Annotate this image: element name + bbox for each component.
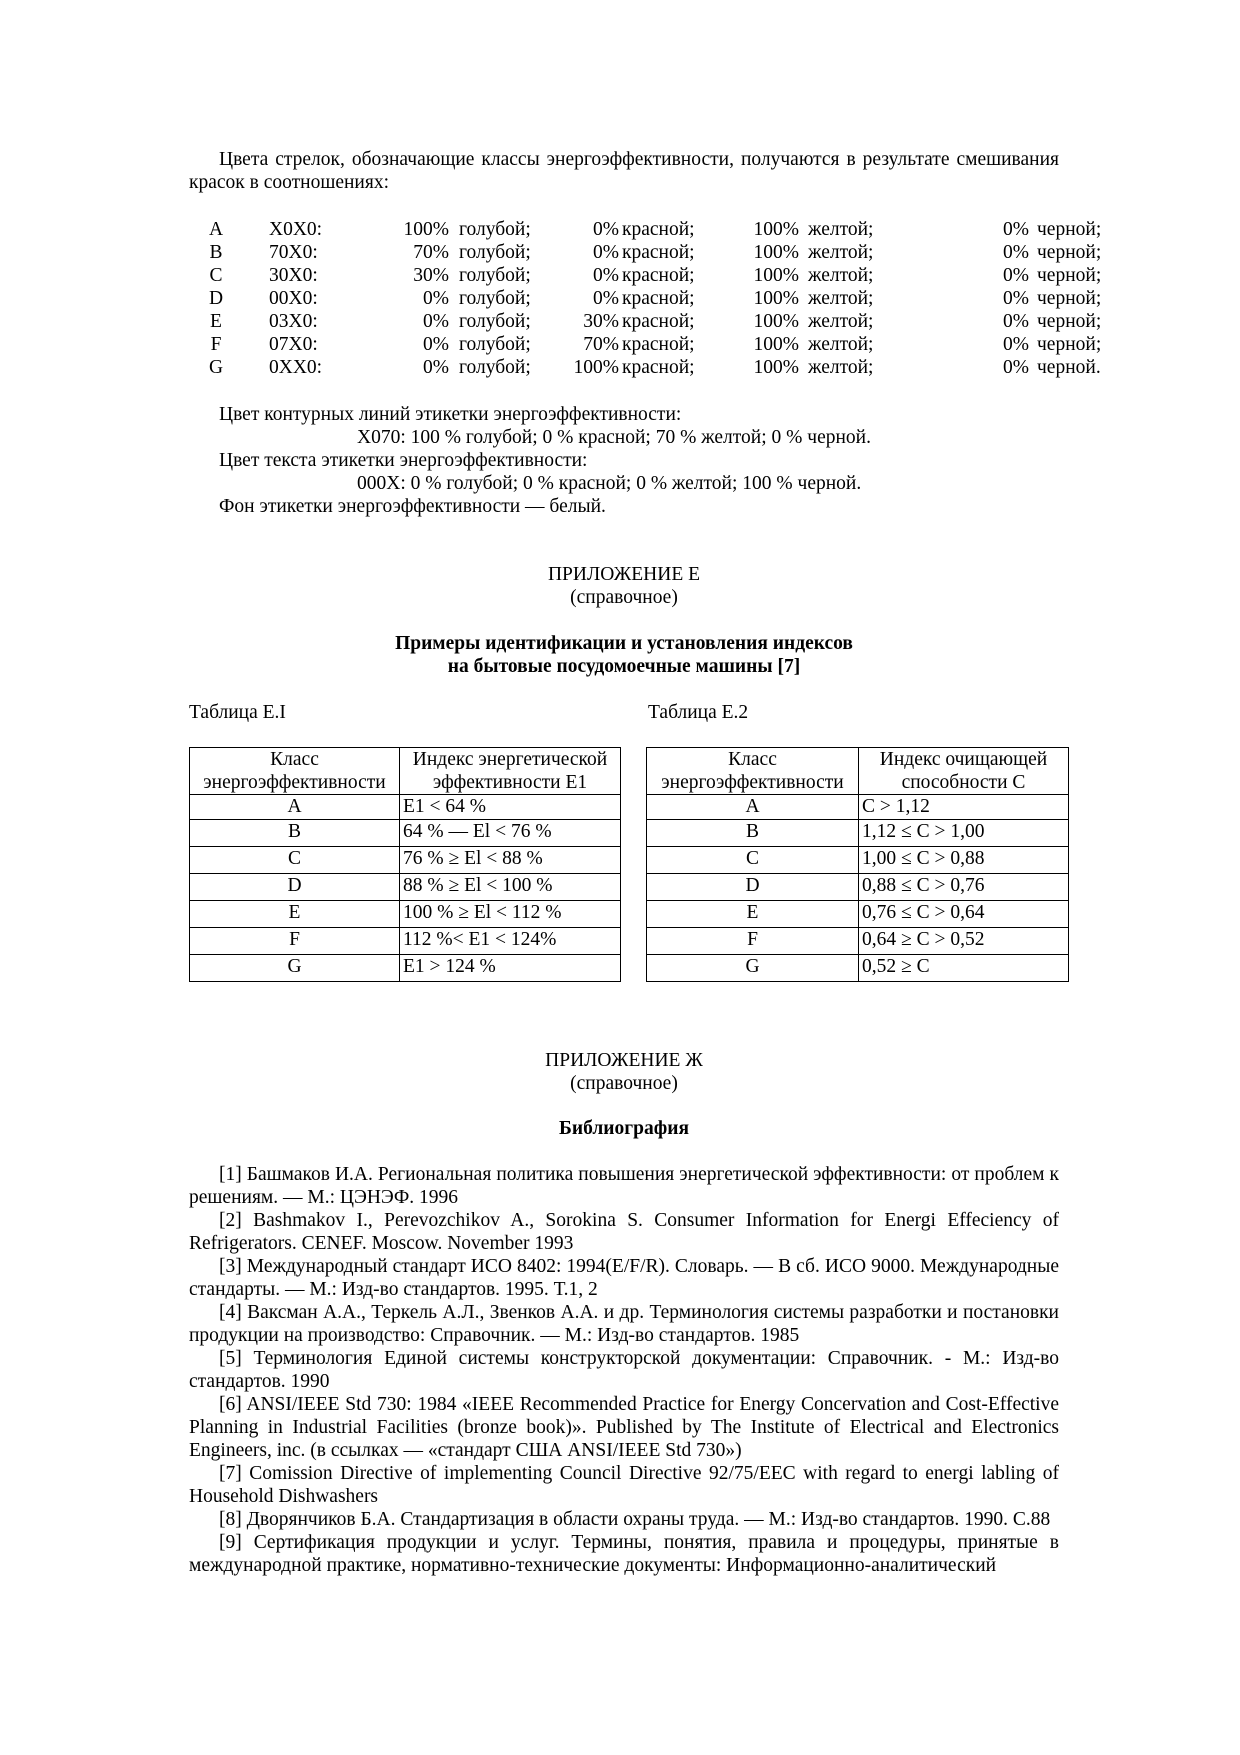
bibliography-list bbox=[189, 1163, 1059, 1577]
class-cell: A bbox=[647, 795, 859, 820]
cyan-label: голубой; bbox=[459, 357, 531, 378]
bibliography-heading: Библиография bbox=[558, 1118, 690, 1139]
bibliography-entry: [8] Дворянчиков Б.А. Стандартизация в области охраны труда. — М.: Изд-во стандартов. 1990. С.88 bbox=[219, 1509, 1051, 1530]
annex-e bbox=[189, 563, 1059, 1004]
bibliography-entry: [2] Bashmakov I., Perevozchikov A., Sorokina S. Consumer Information for Energi Effeciency of Refrigerators. CENEF. Moscow. November 1993 bbox=[189, 1210, 1059, 1254]
text-color-label: Цвет текста этикетки энергоэффективности: bbox=[219, 450, 588, 471]
ratio-row bbox=[189, 218, 1102, 241]
class-cell: B bbox=[647, 820, 859, 847]
yellow-label: желтой; bbox=[808, 288, 874, 309]
cyan-percent: 100% bbox=[403, 219, 449, 240]
index-cell: Е1 > 124 % bbox=[400, 955, 621, 982]
black-label: черной; bbox=[1037, 219, 1102, 240]
table-row bbox=[190, 928, 621, 955]
color-code: 07X0: bbox=[269, 334, 318, 355]
class-cell: E bbox=[647, 901, 859, 928]
class-cell: F bbox=[190, 928, 400, 955]
black-percent: 0% bbox=[1003, 288, 1029, 309]
class-letter: C bbox=[209, 265, 223, 286]
yellow-label: желтой; bbox=[808, 334, 874, 355]
cyan-percent: 30% bbox=[413, 265, 449, 286]
class-letter: E bbox=[210, 311, 222, 332]
index-cell: 100 % ≥ El < 112 % bbox=[400, 901, 621, 928]
magenta-percent: 0% bbox=[593, 219, 619, 240]
index-cell: 64 % — El < 76 % bbox=[400, 820, 621, 847]
table1-caption: Таблица Е.I bbox=[189, 702, 286, 723]
table-row bbox=[190, 901, 621, 928]
black-label: черной. bbox=[1037, 357, 1101, 378]
index-cell: Е1 < 64 % bbox=[400, 795, 621, 820]
index-cell: 0,76 ≤ С > 0,64 bbox=[859, 901, 1069, 928]
cyan-percent: 70% bbox=[413, 242, 449, 263]
bibliography-entry: [6] ANSI/IEEE Std 730: 1984 «IEEE Recommended Practice for Energy Concervation and Cost-Effective Planning in Industrial Facilities (bronze book)». Published by The Institute of Electrical and Electronics Engineers, inc. (в ссылках — «стандарт США ANSI/IEEE Std 730») bbox=[189, 1394, 1059, 1461]
cyan-label: голубой; bbox=[459, 265, 531, 286]
table-row bbox=[190, 874, 621, 901]
table-row bbox=[647, 874, 1069, 901]
index-cell: 76 % ≥ El < 88 % bbox=[400, 847, 621, 874]
index-cell: С > 1,12 bbox=[859, 795, 1069, 820]
class-cell: C bbox=[647, 847, 859, 874]
magenta-percent: 0% bbox=[593, 242, 619, 263]
table-row bbox=[647, 795, 1069, 820]
table-row bbox=[190, 847, 621, 874]
yellow-label: желтой; bbox=[808, 357, 874, 378]
magenta-percent: 100% bbox=[573, 357, 619, 378]
table-row bbox=[190, 955, 621, 982]
yellow-label: желтой; bbox=[808, 242, 874, 263]
contour-color-label: Цвет контурных линий этикетки энергоэффективности: bbox=[219, 404, 682, 425]
label-colors-block bbox=[189, 403, 1059, 518]
tables-area bbox=[189, 701, 1059, 1004]
magenta-percent: 0% bbox=[593, 265, 619, 286]
annex-zh-subtitle: (справочное) bbox=[570, 1073, 678, 1094]
cyan-percent: 0% bbox=[423, 357, 449, 378]
yellow-percent: 100% bbox=[753, 357, 799, 378]
black-percent: 0% bbox=[1003, 311, 1029, 332]
cyan-percent: 0% bbox=[423, 311, 449, 332]
black-label: черной; bbox=[1037, 334, 1102, 355]
class-cell: C bbox=[190, 847, 400, 874]
yellow-percent: 100% bbox=[753, 311, 799, 332]
cyan-label: голубой; bbox=[459, 334, 531, 355]
magenta-label: красной; bbox=[622, 219, 695, 240]
bibliography-entry: [4] Ваксман А.А., Теркель А.Л., Звенков А.А. и др. Терминология системы разработки и постановки продукции на производство: Справочник. — М.: Изд-во стандартов. 1985 bbox=[189, 1302, 1059, 1346]
yellow-percent: 100% bbox=[753, 334, 799, 355]
class-letter: G bbox=[208, 357, 224, 378]
cyan-percent: 0% bbox=[423, 288, 449, 309]
class-cell: G bbox=[647, 955, 859, 982]
index-cell: 1,00 ≤ С > 0,88 bbox=[859, 847, 1069, 874]
class-cell: D bbox=[190, 874, 400, 901]
annex-zh-title: ПРИЛОЖЕНИЕ Ж bbox=[545, 1050, 703, 1071]
annex-zh bbox=[189, 1049, 1059, 1140]
black-percent: 0% bbox=[1003, 357, 1029, 378]
annex-e-heading-line2: на бытовые посудомоечные машины [7] bbox=[447, 656, 801, 677]
contour-color-value: X070: 100 % голубой; 0 % красной; 70 % желтой; 0 % черной. bbox=[357, 427, 871, 448]
bibliography-entry: [5] Терминология Единой системы конструкторской документации: Справочник. - М.: Изд-во стандартов. 1990 bbox=[189, 1348, 1059, 1392]
table-row bbox=[647, 820, 1069, 847]
black-percent: 0% bbox=[1003, 334, 1029, 355]
class-cell: B bbox=[190, 820, 400, 847]
magenta-percent: 30% bbox=[583, 311, 619, 332]
table2-header-index: Индекс очищающей способности С bbox=[859, 748, 1069, 795]
bibliography-entry: [7] Comission Directive of implementing Council Directive 92/75/EEC with regard to energi labling of Household Dishwashers bbox=[189, 1463, 1059, 1507]
color-code: 0XX0: bbox=[269, 357, 323, 378]
bibliography-entry: [3] Международный стандарт ИСО 8402: 1994(E/F/R). Словарь. — В сб. ИСО 9000. Международные стандарты. — М.: Изд-во стандартов. 1995. Т.1, 2 bbox=[189, 1256, 1059, 1300]
cyan-label: голубой; bbox=[459, 311, 531, 332]
color-code: X0X0: bbox=[269, 219, 323, 240]
black-percent: 0% bbox=[1003, 265, 1029, 286]
text-color-value: 000X: 0 % голубой; 0 % красной; 0 % желтой; 100 % черной. bbox=[357, 473, 862, 494]
magenta-label: красной; bbox=[622, 265, 695, 286]
magenta-label: красной; bbox=[622, 288, 695, 309]
table1-header-class: Класс энергоэффективности bbox=[190, 748, 400, 795]
color-code: 03X0: bbox=[269, 311, 318, 332]
energy-efficiency-table bbox=[189, 747, 621, 982]
document-page bbox=[189, 148, 1102, 1577]
annex-e-title: ПРИЛОЖЕНИЕ Е bbox=[547, 564, 701, 585]
ratio-row bbox=[189, 310, 1102, 333]
table-row bbox=[647, 928, 1069, 955]
ratio-row bbox=[189, 356, 1101, 379]
table-row bbox=[190, 795, 621, 820]
class-letter: B bbox=[209, 242, 223, 263]
bibliography-entry: [1] Башмаков И.А. Региональная политика повышения энергетической эффективности: от проблем к решениям. — М.: ЦЭНЭФ. 1996 bbox=[189, 1164, 1059, 1208]
black-label: черной; bbox=[1037, 242, 1102, 263]
table-row bbox=[647, 955, 1069, 982]
yellow-percent: 100% bbox=[753, 288, 799, 309]
magenta-label: красной; bbox=[622, 242, 695, 263]
black-label: черной; bbox=[1037, 288, 1102, 309]
color-code: 00X0: bbox=[269, 288, 318, 309]
yellow-label: желтой; bbox=[808, 265, 874, 286]
ratio-row bbox=[189, 241, 1102, 264]
yellow-label: желтой; bbox=[808, 311, 874, 332]
black-label: черной; bbox=[1037, 265, 1102, 286]
table-row bbox=[647, 847, 1069, 874]
table2-caption: Таблица Е.2 bbox=[648, 702, 749, 723]
class-cell: F bbox=[647, 928, 859, 955]
index-cell: 0,52 ≥ С bbox=[859, 955, 1069, 982]
annex-e-subtitle: (справочное) bbox=[570, 587, 678, 608]
cyan-label: голубой; bbox=[459, 242, 531, 263]
bibliography-entry: [9] Сертификация продукции и услуг. Термины, понятия, правила и процедуры, принятые в международной практике, нормативно-технические документы: Информационно-аналитический bbox=[189, 1532, 1059, 1576]
cyan-label: голубой; bbox=[459, 219, 531, 240]
annex-e-heading-line1: Примеры идентификации и установления индексов bbox=[395, 633, 853, 654]
cyan-percent: 0% bbox=[423, 334, 449, 355]
table-row bbox=[647, 901, 1069, 928]
index-cell: 0,64 ≥ С > 0,52 bbox=[859, 928, 1069, 955]
class-cell: D bbox=[647, 874, 859, 901]
magenta-label: красной; bbox=[622, 357, 695, 378]
ratio-row bbox=[189, 333, 1102, 356]
ratio-row bbox=[189, 287, 1102, 310]
index-cell: 112 %< Е1 < 124% bbox=[400, 928, 621, 955]
background-color-note: Фон этикетки энергоэффективности — белый. bbox=[219, 496, 606, 517]
black-label: черной; bbox=[1037, 311, 1102, 332]
magenta-label: красной; bbox=[622, 311, 695, 332]
yellow-label: желтой; bbox=[808, 219, 874, 240]
cleaning-index-table bbox=[646, 747, 1069, 982]
class-letter: A bbox=[208, 219, 224, 240]
class-cell: A bbox=[190, 795, 400, 820]
magenta-percent: 0% bbox=[593, 288, 619, 309]
cyan-label: голубой; bbox=[459, 288, 531, 309]
color-ratio-list bbox=[189, 218, 1102, 379]
class-letter: D bbox=[208, 288, 224, 309]
class-cell: E bbox=[190, 901, 400, 928]
yellow-percent: 100% bbox=[753, 265, 799, 286]
black-percent: 0% bbox=[1003, 242, 1029, 263]
table1-header-index: Индекс энергетической эффективности Е1 bbox=[400, 748, 621, 795]
class-letter: F bbox=[210, 334, 222, 355]
color-code: 70X0: bbox=[269, 242, 318, 263]
class-cell: G bbox=[190, 955, 400, 982]
magenta-label: красной; bbox=[622, 334, 695, 355]
table2-header-class: Класс энергоэффективности bbox=[647, 748, 859, 795]
ratio-row bbox=[189, 264, 1102, 287]
yellow-percent: 100% bbox=[753, 219, 799, 240]
black-percent: 0% bbox=[1003, 219, 1029, 240]
index-cell: 0,88 ≤ С > 0,76 bbox=[859, 874, 1069, 901]
magenta-percent: 70% bbox=[583, 334, 619, 355]
color-code: 30X0: bbox=[269, 265, 318, 286]
yellow-percent: 100% bbox=[753, 242, 799, 263]
index-cell: 1,12 ≤ С > 1,00 bbox=[859, 820, 1069, 847]
table-row bbox=[190, 820, 621, 847]
intro-paragraph: Цвета стрелок, обозначающие классы энергоэффективности, получаются в результате смешивания красок в соотношениях: bbox=[189, 149, 1059, 193]
index-cell: 88 % ≥ El < 100 % bbox=[400, 874, 621, 901]
